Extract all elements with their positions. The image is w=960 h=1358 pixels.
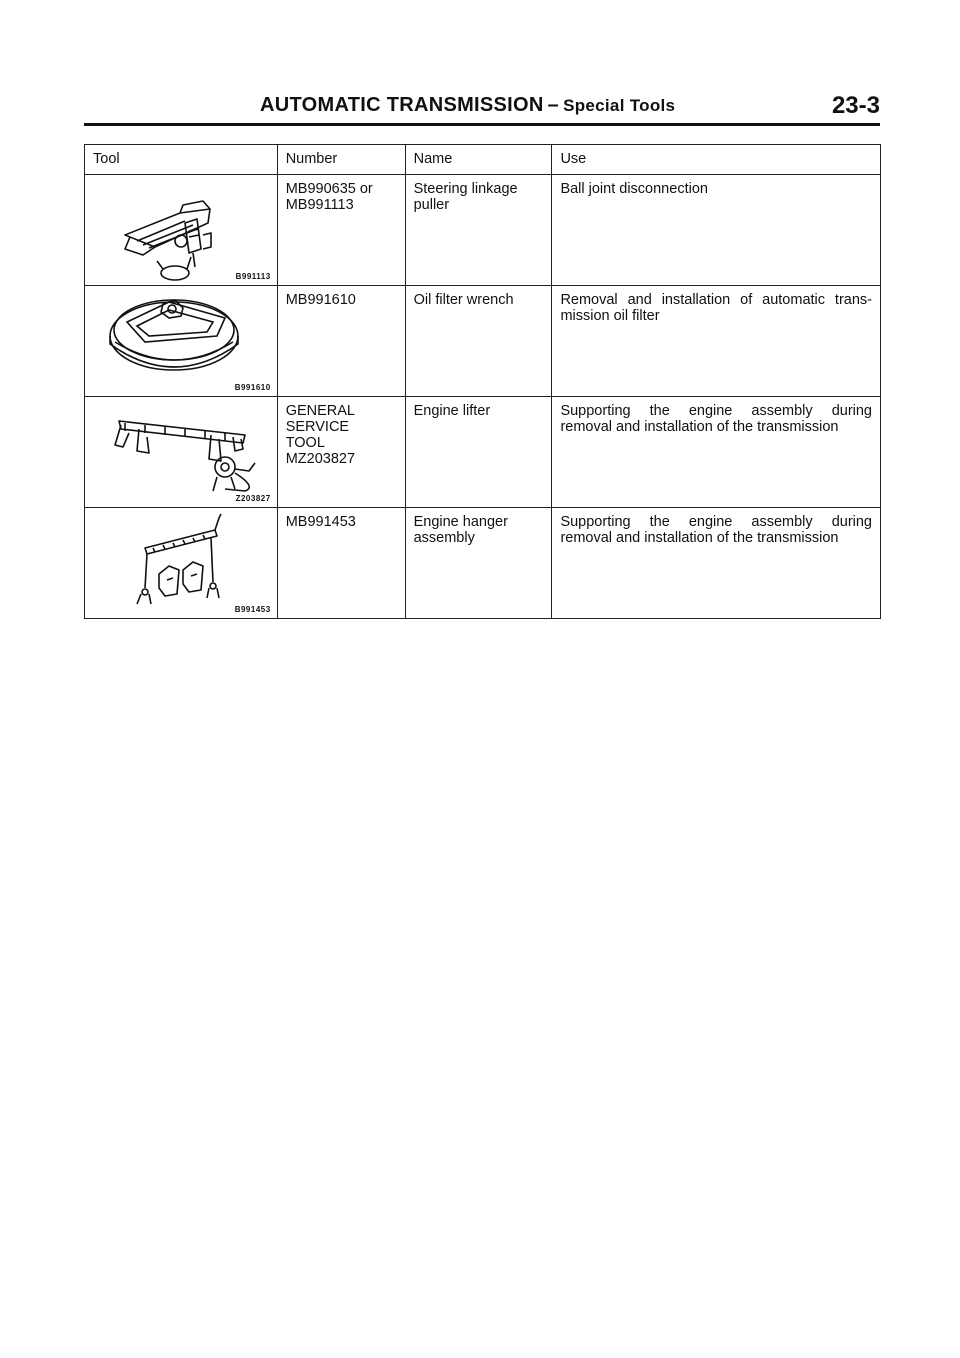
tool-use-line: Removal and installation of automatic trans- — [560, 292, 872, 308]
figure-code: B991453 — [234, 605, 271, 614]
page-header — [84, 94, 880, 124]
tool-name-line: Steering linkage — [413, 181, 518, 197]
section-subtitle: Special Tools — [563, 96, 676, 115]
table-header-row — [85, 145, 881, 175]
chapter-title: AUTOMATIC TRANSMISSION — [260, 94, 544, 116]
special-tools-table — [84, 144, 881, 619]
engine-lifter-icon — [85, 397, 278, 508]
tool-use — [552, 286, 881, 397]
column-header-tool: Tool — [85, 145, 278, 175]
tool-use-line: Supporting the engine assembly during — [560, 403, 872, 419]
tool-number — [277, 286, 405, 397]
tool-name-line: assembly — [413, 530, 475, 546]
column-header-use: Use — [552, 145, 881, 175]
tool-name — [405, 175, 552, 286]
tool-use-line: Ball joint disconnection — [560, 181, 708, 197]
tool-illustration-cell — [85, 397, 278, 508]
tool-use — [552, 397, 881, 508]
tool-number-line: MZ203827 — [285, 451, 356, 467]
tool-use-line: removal and installation of the transmission — [560, 419, 839, 435]
tool-name-line: Oil filter wrench — [413, 292, 514, 308]
tool-number-line: MB990635 or — [285, 181, 373, 197]
tool-use-line: mission oil filter — [560, 308, 660, 324]
table-row — [85, 175, 881, 286]
column-header-number: Number — [277, 145, 405, 175]
tool-number-line: TOOL — [285, 435, 325, 451]
table-row — [85, 508, 881, 619]
tool-number-line: MB991113 — [285, 197, 354, 213]
tool-use-line: Supporting the engine assembly during — [560, 514, 872, 530]
tool-number-line: SERVICE — [285, 419, 350, 435]
figure-code: B991610 — [234, 383, 271, 392]
tool-name — [405, 397, 552, 508]
title-dash: – — [547, 94, 560, 116]
tool-use — [552, 508, 881, 619]
tool-number-line: MB991610 — [285, 292, 356, 308]
tool-illustration-cell — [85, 508, 278, 619]
figure-code: Z203827 — [235, 494, 271, 503]
tool-name — [405, 286, 552, 397]
section-title — [260, 94, 675, 117]
table-row — [85, 397, 881, 508]
tool-illustration-cell — [85, 175, 278, 286]
steering-linkage-puller-icon — [85, 175, 278, 286]
column-header-name: Name — [405, 145, 552, 175]
engine-hanger-icon — [85, 508, 278, 619]
tool-number-line: GENERAL — [285, 403, 355, 419]
tool-name-line: puller — [413, 197, 450, 213]
figure-code: B991113 — [235, 272, 271, 281]
header-rule — [84, 123, 880, 126]
table-row — [85, 286, 881, 397]
tool-use — [552, 175, 881, 286]
tool-number — [277, 508, 405, 619]
page-number: 23-3 — [831, 92, 880, 119]
tool-illustration-cell — [85, 286, 278, 397]
tool-number — [277, 175, 405, 286]
tool-name-line: Engine hanger — [413, 514, 508, 530]
tool-name-line: Engine lifter — [413, 403, 491, 419]
tool-use-line: removal and installation of the transmission — [560, 530, 839, 546]
oil-filter-wrench-icon — [85, 286, 278, 397]
tool-number — [277, 397, 405, 508]
tool-name — [405, 508, 552, 619]
tool-number-line: MB991453 — [285, 514, 356, 530]
